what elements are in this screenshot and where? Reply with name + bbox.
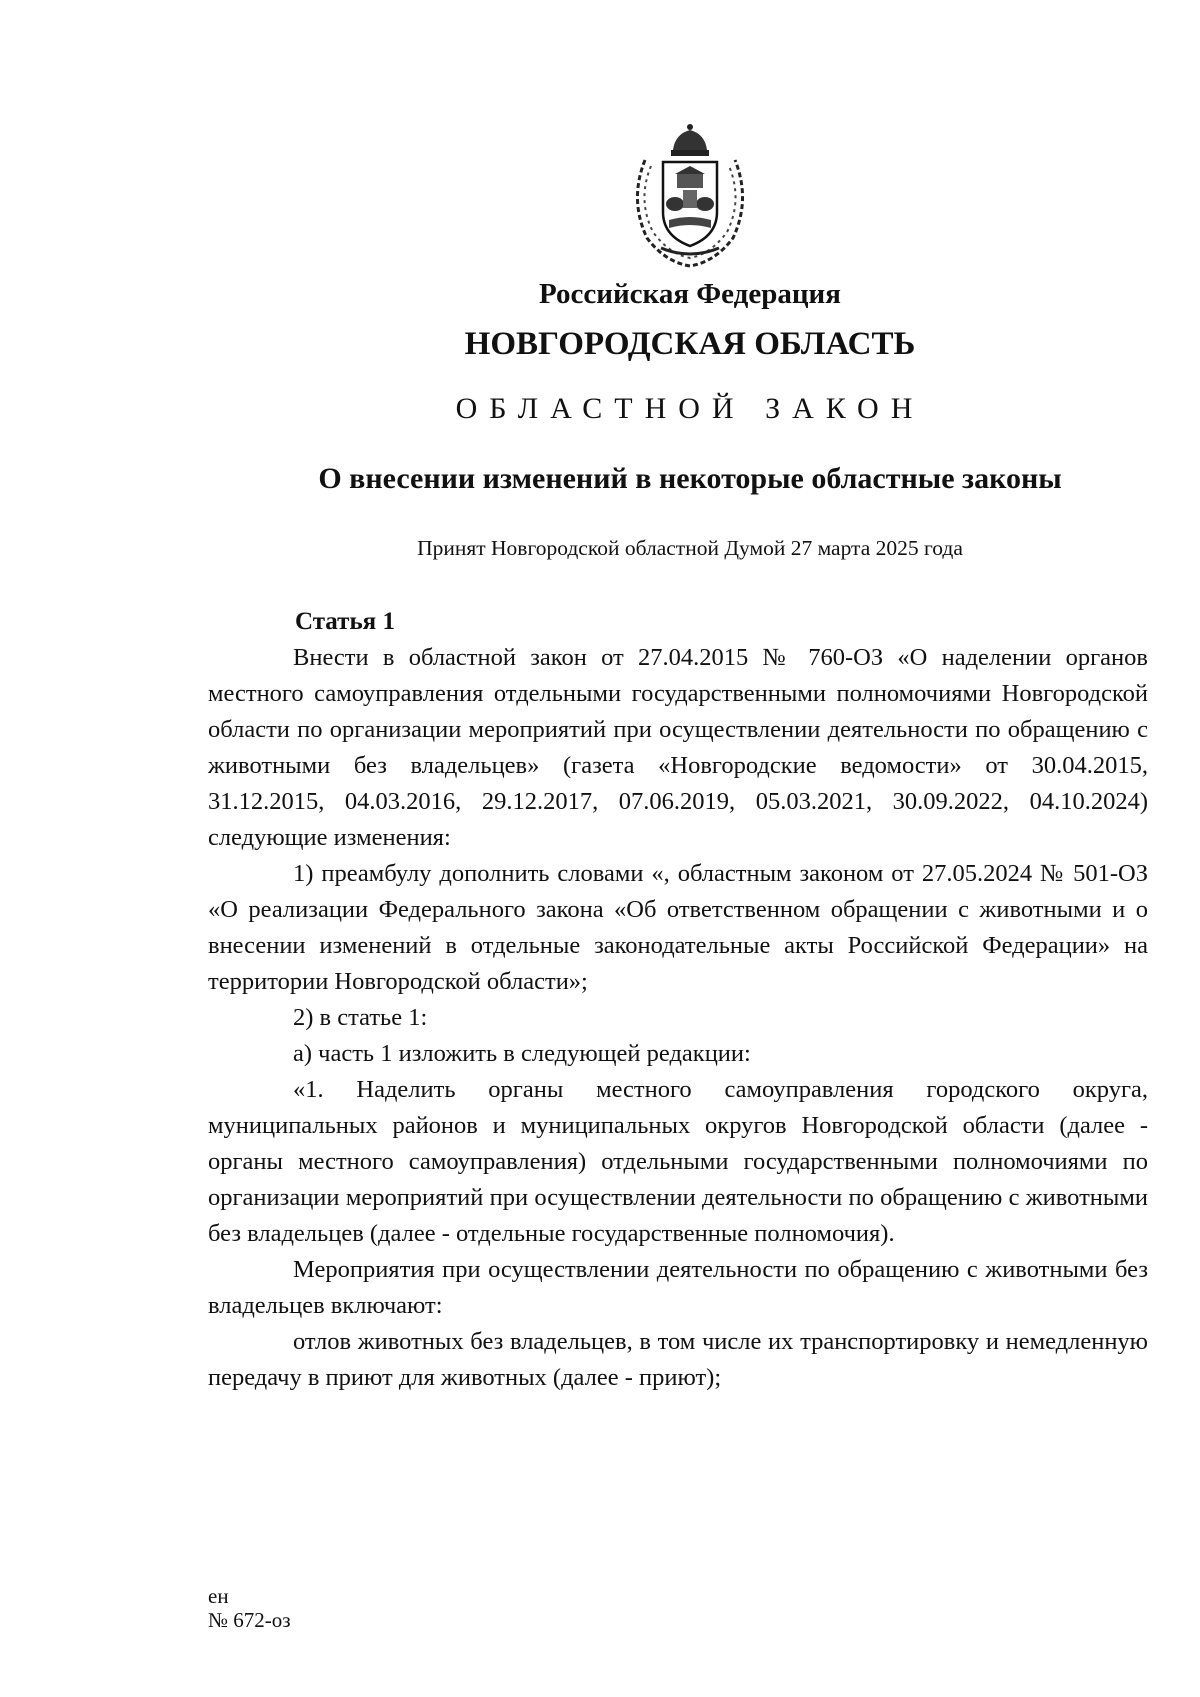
footer-note (208, 1584, 291, 1632)
body-paragraph: Мероприятия при осуществлении деятельности по обращению с животными без владельцев включают: (208, 1256, 1148, 1319)
body-paragraph: «1. Наделить органы местного самоуправления городского округа, муниципальных районов и муниципальных округов Новгородской области (далее - органы местного самоуправления) отдельными государственными полномочиями по организации мероприятий при осуществлении деятельности по обращению с животными без владельцев (далее - отдельные государственные полномочия). (208, 1076, 1148, 1247)
law-title: О внесении изменений в некоторые областные законы (318, 462, 1062, 495)
article-heading: Статья 1 (295, 608, 395, 635)
coat-of-arms-emblem (625, 120, 755, 270)
body-paragraph: Внести в областной закон от 27.04.2015 № 760-ОЗ «О наделении органов местного самоуправления отдельными государственными полномочиями Новгородской области по организации мероприятий при осуществлении деятельности по обращению с животными без владельцев» (газета «Новгородские ведомости» от 30.04.2015, 31.12.2015, 04.03.2016, 29.12.2017, 07.06.2019, 05.03.2021, 30.09.2022, 04.10.2024) следующие изменения: (208, 644, 1148, 851)
body-paragraph: 2) в статье 1: (293, 1004, 428, 1031)
region-heading: НОВГОРОДСКАЯ ОБЛАСТЬ (464, 326, 916, 362)
law-body (208, 604, 1148, 1396)
body-paragraph: отлов животных без владельцев, в том числе их транспортировку и немедленную передачу в приют для животных (далее - приют); (208, 1328, 1148, 1391)
document-type-heading: ОБЛАСТНОЙ ЗАКОН (455, 392, 925, 425)
body-paragraph: 1) преамбулу дополнить словами «, областным законом от 27.05.2024 № 501-ОЗ «О реализации Федерального закона «Об ответственном обращении с животными и о внесении изменений в отдельные законодательные акты Российской Федерации» на территории Новгородской области»; (208, 860, 1148, 995)
footer-number: № 672-оз (208, 1608, 291, 1632)
footer-initials: ен (208, 1584, 229, 1608)
adoption-note: Принят Новгородской областной Думой 27 марта 2025 года (417, 536, 963, 560)
body-paragraph: а) часть 1 изложить в следующей редакции: (293, 1040, 751, 1067)
country-heading: Российская Федерация (539, 278, 841, 310)
